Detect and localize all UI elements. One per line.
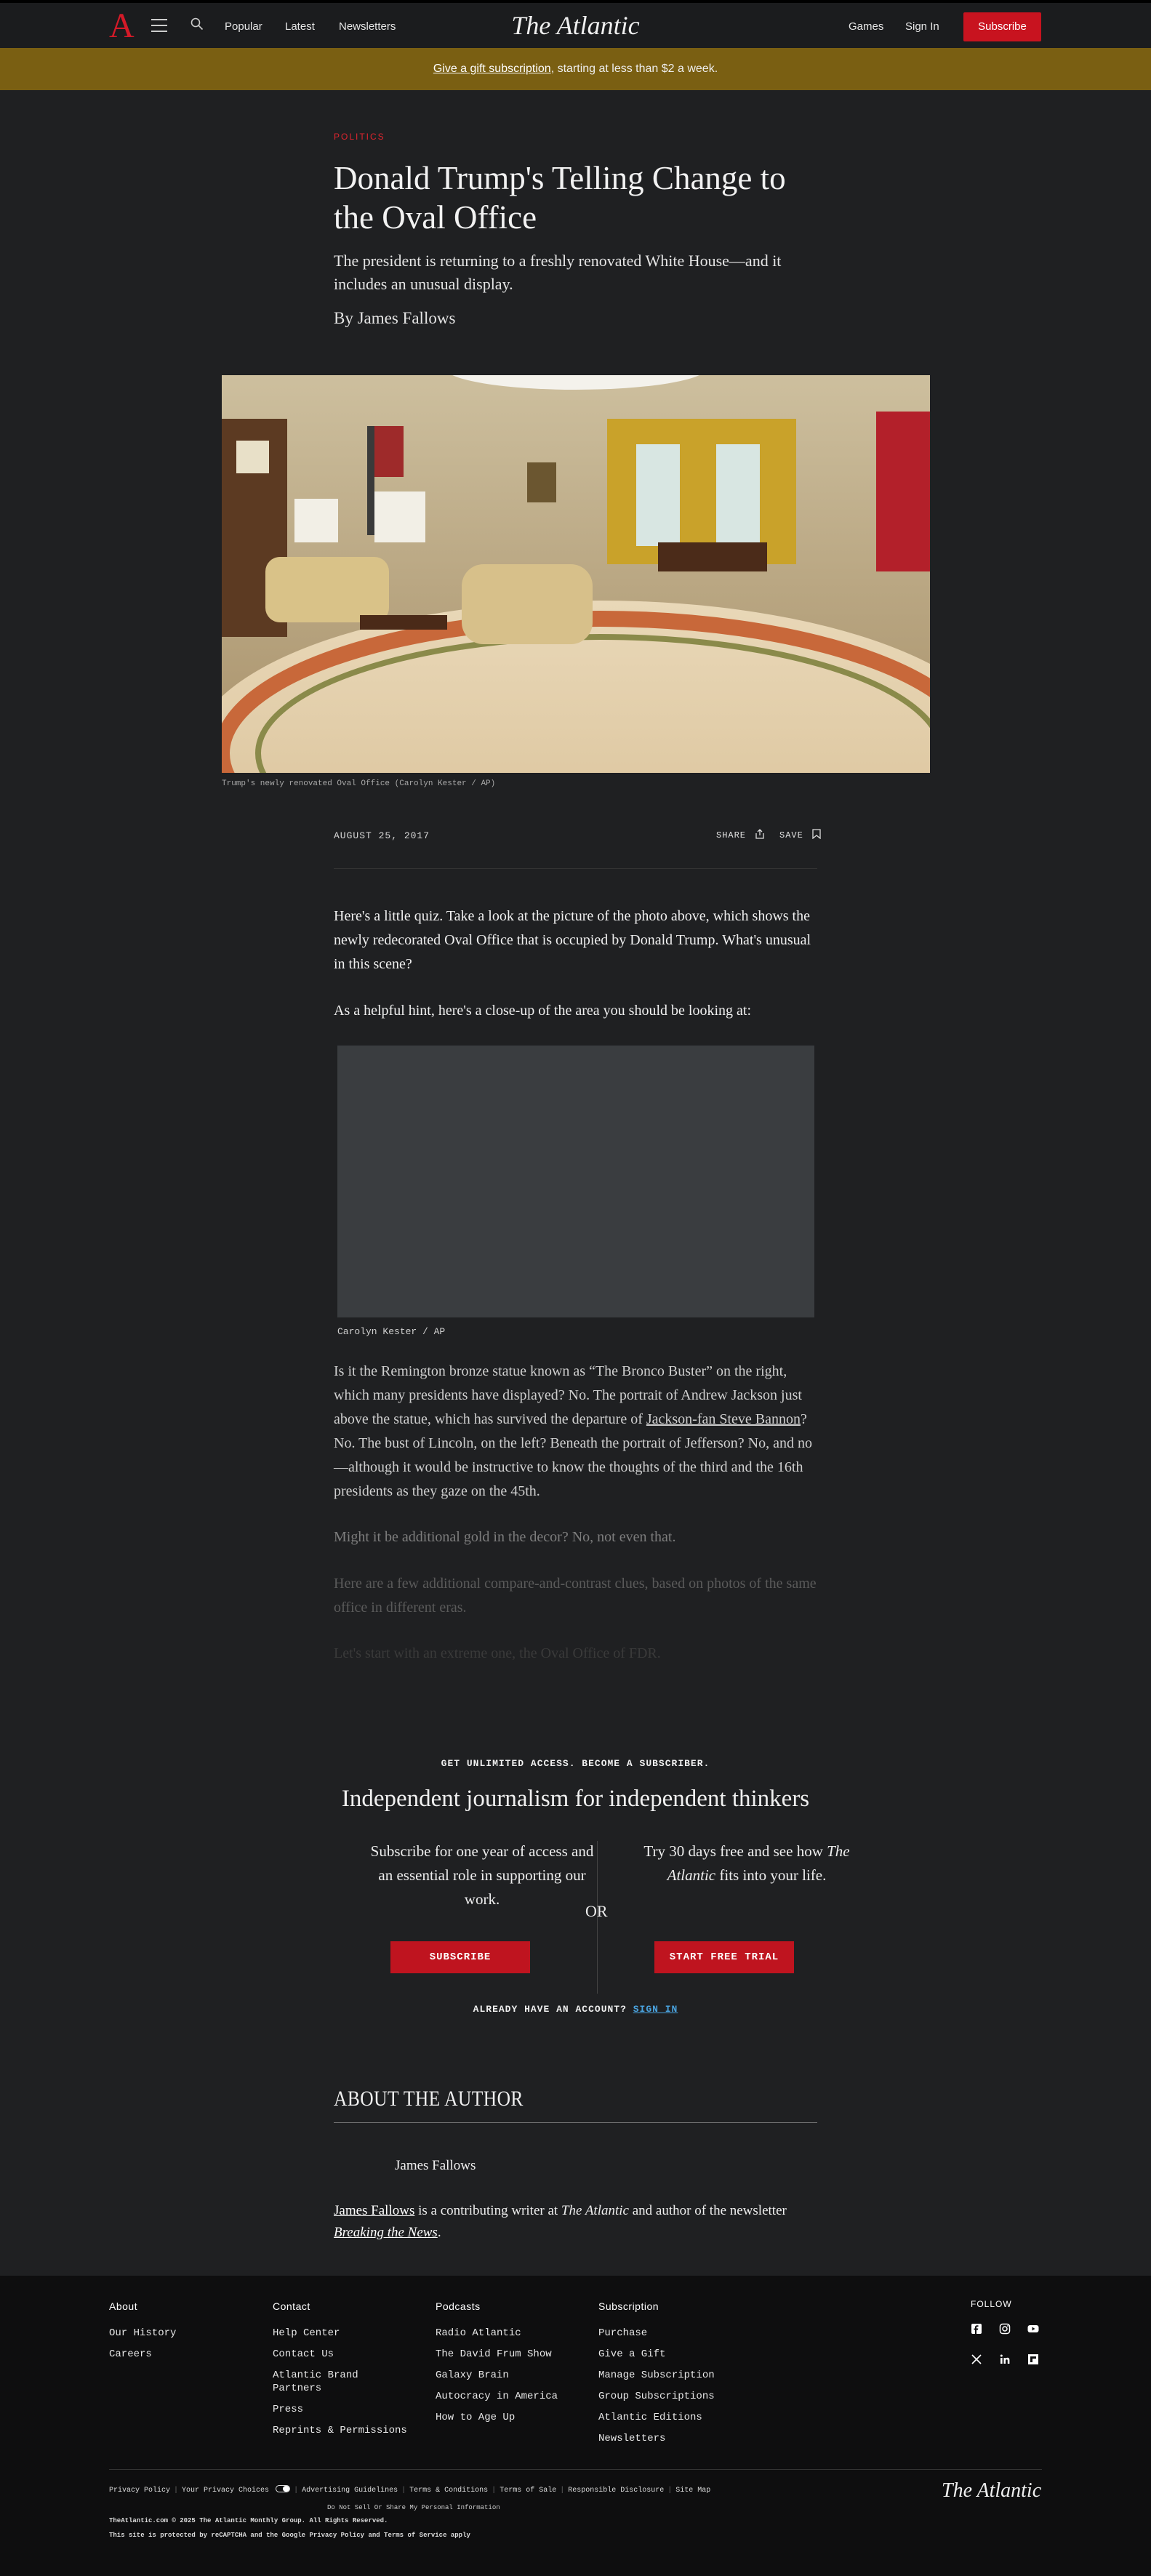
footer-link[interactable]: Reprints & Permissions	[273, 2425, 407, 2436]
bio-text-em: The Atlantic	[561, 2203, 629, 2218]
article-byline[interactable]: By James Fallows	[334, 309, 456, 327]
promo-text: , starting at less than $2 a week.	[550, 63, 718, 75]
privacy-policy-link[interactable]: Privacy Policy	[109, 2487, 171, 2495]
gift-subscription-link[interactable]: Give a gift subscription	[433, 63, 551, 75]
hamburger-menu-icon[interactable]	[151, 19, 167, 32]
paywall-kicker: GET UNLIMITED ACCESS. BECOME A SUBSCRIBER.	[441, 1758, 710, 1769]
footer-link[interactable]: Our History	[109, 2327, 177, 2339]
terms-link[interactable]: Terms & Conditions	[409, 2487, 489, 2495]
recaptcha-notice: This site is protected by reCAPTCHA and the Google Privacy Policy and Terms of Service apply	[109, 2532, 470, 2539]
follow-heading: FOLLOW	[971, 2299, 1012, 2309]
youtube-icon[interactable]	[1027, 2323, 1039, 2335]
atlantic-logo[interactable]: A	[109, 7, 135, 45]
oval-office-photo	[222, 375, 930, 773]
terms-of-sale-link[interactable]: Terms of Sale	[500, 2487, 557, 2495]
footer-brand[interactable]: The Atlantic	[942, 2479, 1042, 2502]
or-label: OR	[585, 1902, 608, 1920]
bio-text-c: .	[437, 2225, 441, 2240]
subscribe-button[interactable]: Subscribe	[963, 12, 1041, 41]
footer-link[interactable]: Autocracy in America	[436, 2391, 558, 2402]
account-prompt	[0, 2004, 1151, 2015]
footer-divider	[109, 2469, 1042, 2470]
trial-text-a: Try 30 days free and see how	[643, 1842, 827, 1860]
footer-about-heading: About	[109, 2300, 138, 2312]
section-label[interactable]: POLITICS	[334, 132, 385, 142]
footer-link[interactable]: Atlantic Editions	[598, 2412, 702, 2423]
start-free-trial-button[interactable]: START FREE TRIAL	[654, 1941, 794, 1973]
article-dek: The president is returning to a freshly renovated White House—and it includes an unusual display.	[334, 252, 782, 293]
flipboard-icon[interactable]	[1027, 2354, 1039, 2365]
divider	[334, 868, 817, 869]
footer-link[interactable]: Radio Atlantic	[436, 2327, 521, 2339]
footer-link[interactable]: How to Age Up	[436, 2412, 516, 2423]
nav-popular[interactable]: Popular	[225, 20, 262, 33]
facebook-icon[interactable]	[971, 2323, 982, 2335]
legal-links: Privacy Policy | Your Privacy Choices | Advertising Guidelines | Terms & Conditions | Terms of Sale | Responsible Disclosure | Site Map	[109, 2487, 711, 2495]
footer-link[interactable]: Atlantic Brand Partners	[273, 2370, 358, 2394]
p3-text-a: Is it the Remington bronze statue known as “The Bronco Buster” on the right, which many presidents have displayed? No. The portrait of Andrew Jackson just above the statue, which has survived the departure of	[334, 1363, 802, 1427]
instagram-icon[interactable]	[999, 2323, 1011, 2335]
newsletter-link[interactable]: Breaking the News	[334, 2225, 438, 2240]
footer-link[interactable]: Help Center	[273, 2327, 340, 2339]
footer-link[interactable]: Contact Us	[273, 2348, 334, 2360]
paywall-title: Independent journalism for independent thinkers	[341, 1786, 810, 1812]
site-map-link[interactable]: Site Map	[675, 2487, 711, 2495]
subscribe-offer-text: Subscribe for one year of access and an essential role in supporting our work.	[370, 1842, 594, 1908]
footer-link[interactable]: Newsletters	[598, 2433, 666, 2444]
footer-link[interactable]: Group Subscriptions	[598, 2391, 715, 2402]
closeup-caption: Carolyn Kester / AP	[337, 1326, 446, 1337]
footer-link[interactable]: The David Frum Show	[436, 2348, 552, 2360]
do-not-sell-link[interactable]: Do Not Sell Or Share My Personal Information	[327, 2504, 500, 2511]
paywall-sign-in-link[interactable]: SIGN IN	[633, 2004, 678, 2015]
privacy-choices-link[interactable]: Your Privacy Choices	[182, 2487, 270, 2495]
footer-link[interactable]: Press	[273, 2404, 304, 2415]
paragraph-2: As a helpful hint, here's a close-up of the area you should be looking at:	[334, 1003, 752, 1019]
footer-contact-heading: Contact	[273, 2300, 310, 2312]
paywall-subscribe-button[interactable]: SUBSCRIBE	[390, 1941, 530, 1973]
footer-link[interactable]: Purchase	[598, 2327, 648, 2339]
author-name[interactable]: James Fallows	[395, 2158, 476, 2173]
hero-caption: Trump's newly renovated Oval Office (Carolyn Kester / AP)	[222, 779, 496, 788]
x-icon[interactable]	[971, 2354, 982, 2365]
trial-text-em: The Atlantic	[667, 1842, 850, 1884]
footer-link[interactable]: Give a Gift	[598, 2348, 666, 2360]
closeup-image	[337, 1046, 814, 1317]
trial-offer-text	[627, 1839, 867, 1887]
account-question: ALREADY HAVE AN ACCOUNT?	[473, 2004, 627, 2015]
footer-podcasts-heading: Podcasts	[436, 2300, 481, 2312]
save-button[interactable]	[779, 829, 821, 840]
footer-link[interactable]: Galaxy Brain	[436, 2370, 509, 2381]
advertising-guidelines-link[interactable]: Advertising Guidelines	[302, 2487, 398, 2495]
sign-in-link[interactable]: Sign In	[905, 20, 939, 33]
copyright: TheAtlantic.com © 2025 The Atlantic Monthly Group. All Rights Reserved.	[109, 2517, 388, 2524]
nav-latest[interactable]: Latest	[285, 20, 315, 33]
paragraph-3	[334, 1360, 817, 1504]
privacy-toggle-icon	[276, 2485, 290, 2492]
paragraph-4: Might it be additional gold in the decor? No, not even that.	[334, 1529, 676, 1545]
site-header	[0, 0, 1151, 48]
bookmark-icon	[812, 829, 821, 839]
responsible-disclosure-link[interactable]: Responsible Disclosure	[568, 2487, 665, 2495]
footer-subscription-heading: Subscription	[598, 2300, 659, 2312]
about-author-heading: ABOUT THE AUTHOR	[334, 2087, 524, 2111]
share-icon	[755, 829, 765, 839]
paragraph-6: Let's start with an extreme one, the Oval Office of FDR.	[334, 1645, 661, 1661]
author-bio	[334, 2200, 817, 2244]
footer-link[interactable]: Careers	[109, 2348, 152, 2360]
site-footer	[0, 2276, 1151, 2576]
article-headline: Donald Trump's Telling Change to the Oval Office	[334, 160, 786, 236]
linkedin-icon[interactable]	[999, 2354, 1011, 2365]
nav-newsletters[interactable]: Newsletters	[339, 20, 396, 33]
hero-image	[222, 375, 930, 773]
save-label: SAVE	[779, 830, 803, 840]
gift-promo-banner	[0, 48, 1151, 90]
share-label: SHARE	[716, 830, 747, 840]
bio-text-b: and author of the newsletter	[628, 2203, 787, 2218]
trial-text-b: fits into your life.	[715, 1866, 827, 1884]
bannon-link[interactable]: Jackson-fan Steve Bannon	[646, 1411, 801, 1427]
bio-text-a: is a contributing writer at	[414, 2203, 561, 2218]
paragraph-1: Here's a little quiz. Take a look at the picture of the photo above, which shows the newly redecorated Oval Office that is occupied by Donald Trump. What's unusual in this scene?	[334, 908, 811, 972]
search-icon[interactable]	[191, 17, 204, 31]
publish-date: AUGUST 25, 2017	[334, 830, 430, 841]
about-divider	[334, 2122, 817, 2123]
brand-wordmark[interactable]: The Atlantic	[511, 11, 640, 40]
author-link[interactable]: James Fallows	[334, 2203, 415, 2218]
share-button[interactable]	[716, 829, 765, 840]
paragraph-5: Here are a few additional compare-and-contrast clues, based on photos of the same office in different eras.	[334, 1576, 817, 1616]
p3-text-b: ? No. The bust of Lincoln, on the left? Beneath the portrait of Jefferson? No, and no—although it would be instructive to know the thoughts of the third and the 16th presidents as they gaze on the 45th.	[334, 1411, 812, 1499]
footer-link[interactable]: Manage Subscription	[598, 2370, 715, 2381]
nav-games[interactable]: Games	[849, 20, 884, 33]
